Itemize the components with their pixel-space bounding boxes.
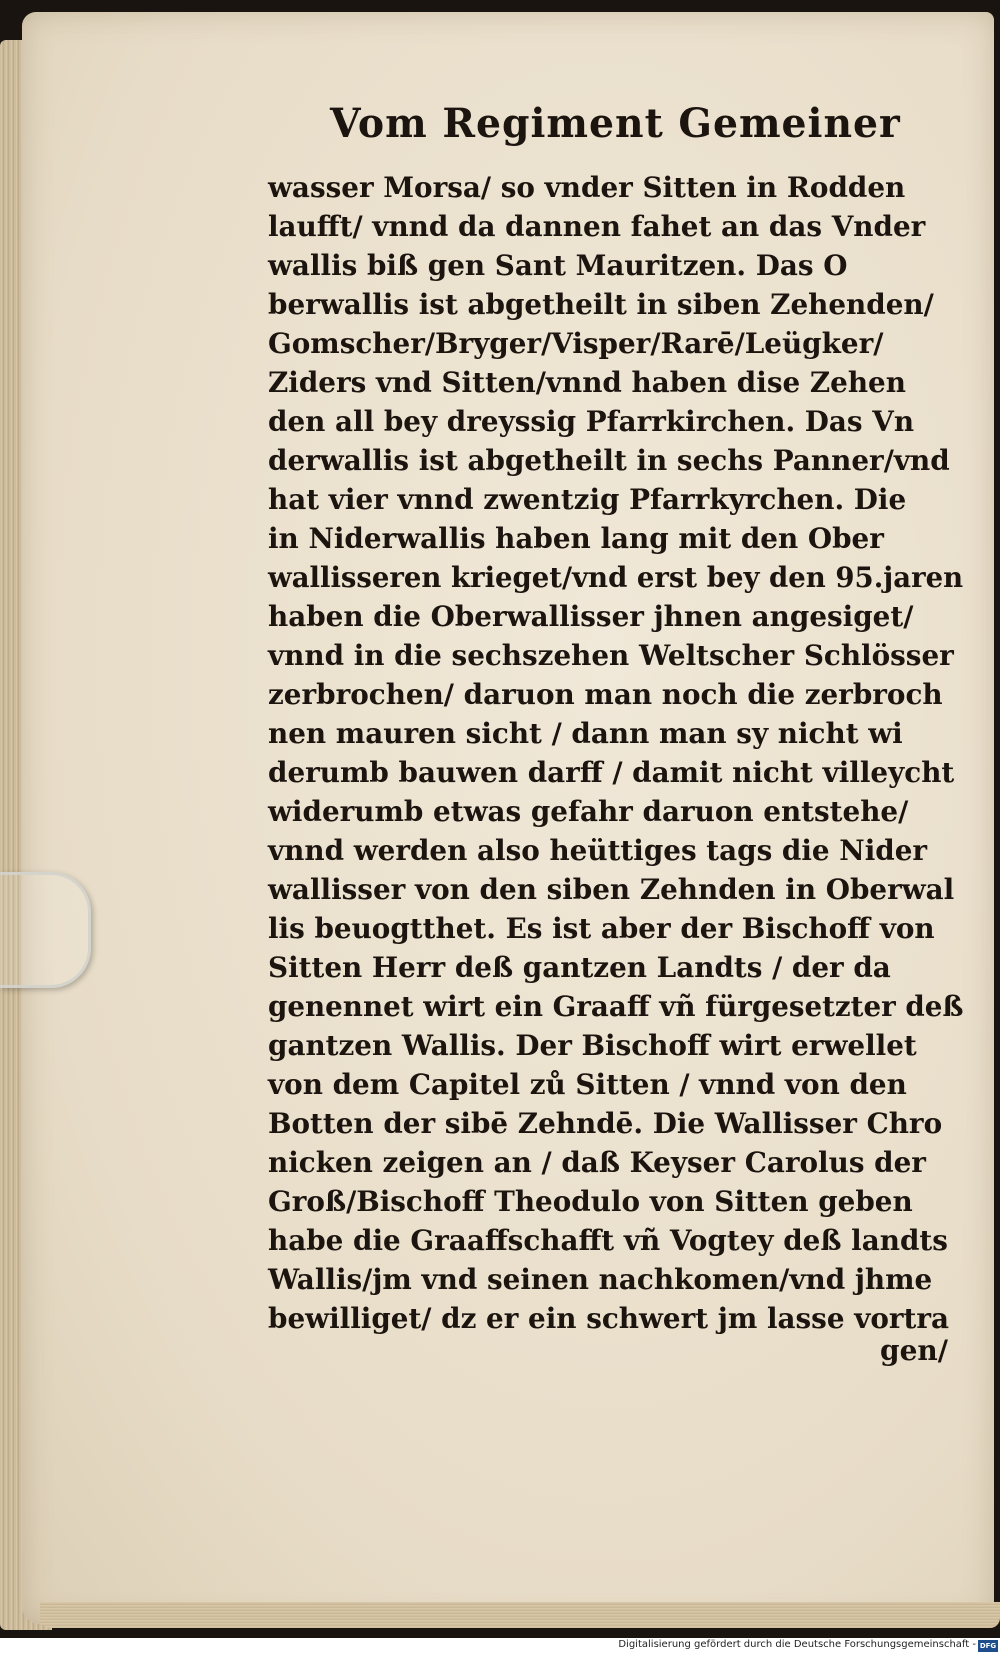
text-line: von dem Capitel zů Sitten / vnnd von den — [268, 1068, 907, 1101]
text-line: derumb bauwen darff / damit nicht villeycht — [268, 756, 955, 789]
text-line: lis beuogtthet. Es ist aber der Bischoff von — [268, 912, 935, 945]
text-line: Sitten Herr deß gantzen Landts / der da — [268, 951, 891, 984]
text-line: genennet wirt ein Graaff vñ fürgesetzter deß — [268, 990, 964, 1023]
text-line: Groß/Bischoff Theodulo von Sitten geben — [268, 1185, 913, 1218]
page-bottom-edge — [40, 1602, 1000, 1628]
text-line: nen mauren sicht / dann man sy nicht wi — [268, 717, 903, 750]
text-line: wallis biß gen Sant Mauritzen. Das O — [268, 249, 848, 282]
text-line: den all bey dreyssig Pfarrkirchen. Das Vn — [268, 405, 915, 438]
text-line: zerbrochen/ daruon man noch die zerbroch — [268, 678, 943, 711]
text-line: wasser Morsa/ so vnder Sitten in Rodden — [268, 171, 906, 204]
text-line: Wallis/jm vnd seinen nachkomen/vnd jhme — [268, 1263, 933, 1296]
text-line: hat vier vnnd zwentzig Pfarrkyrchen. Die — [268, 483, 907, 516]
text-line: nicken zeigen an / daß Keyser Carolus der — [268, 1146, 926, 1179]
text-line: Botten der sibē Zehndē. Die Wallisser Chro — [268, 1107, 943, 1140]
text-line: wallisser von den siben Zehnden in Oberwal — [268, 873, 955, 906]
text-line: wallisseren krieget/vnd erst bey den 95.jaren — [268, 561, 964, 594]
text-line: vnnd in die sechszehen Weltscher Schlösser — [268, 639, 954, 672]
dfg-logo: DFG — [979, 1642, 997, 1650]
text-line: habe die Graaffschafft vñ Vogtey deß landts — [268, 1224, 948, 1257]
text-line: derwallis ist abgetheilt in sechs Panner/vnd — [268, 444, 950, 477]
text-line: in Niderwallis haben lang mit den Ober — [268, 522, 884, 555]
text-line: bewilliget/ dz er ein schwert jm lasse vortra — [268, 1302, 950, 1335]
text-line: haben die Oberwallisser jhnen angesiget/ — [268, 600, 914, 633]
body-text — [268, 168, 968, 1338]
text-line: gantzen Wallis. Der Bischoff wirt erwellet — [268, 1029, 917, 1062]
text-line: Gomscher/Bryger/Visper/Rarē/Leügker/ — [268, 327, 884, 360]
page-clip — [0, 872, 91, 988]
text-line: Ziders vnd Sitten/vnnd haben dise Zehen — [268, 366, 906, 399]
text-line: laufft/ vnnd da dannen fahet an das Vnder — [268, 210, 926, 243]
catchword: gen/ — [880, 1334, 948, 1367]
running-head: Vom Regiment Gemeiner — [330, 100, 901, 147]
text-line: vnnd werden also heüttiges tags die Nider — [268, 834, 928, 867]
text-line: berwallis ist abgetheilt in siben Zehenden/ — [268, 288, 934, 321]
footer-bar — [0, 1638, 1000, 1655]
text-line: widerumb etwas gefahr daruon entstehe/ — [268, 795, 909, 828]
footer-credit: Digitalisierung gefördert durch die Deutsche Forschungsgemeinschaft - — [618, 1639, 976, 1650]
